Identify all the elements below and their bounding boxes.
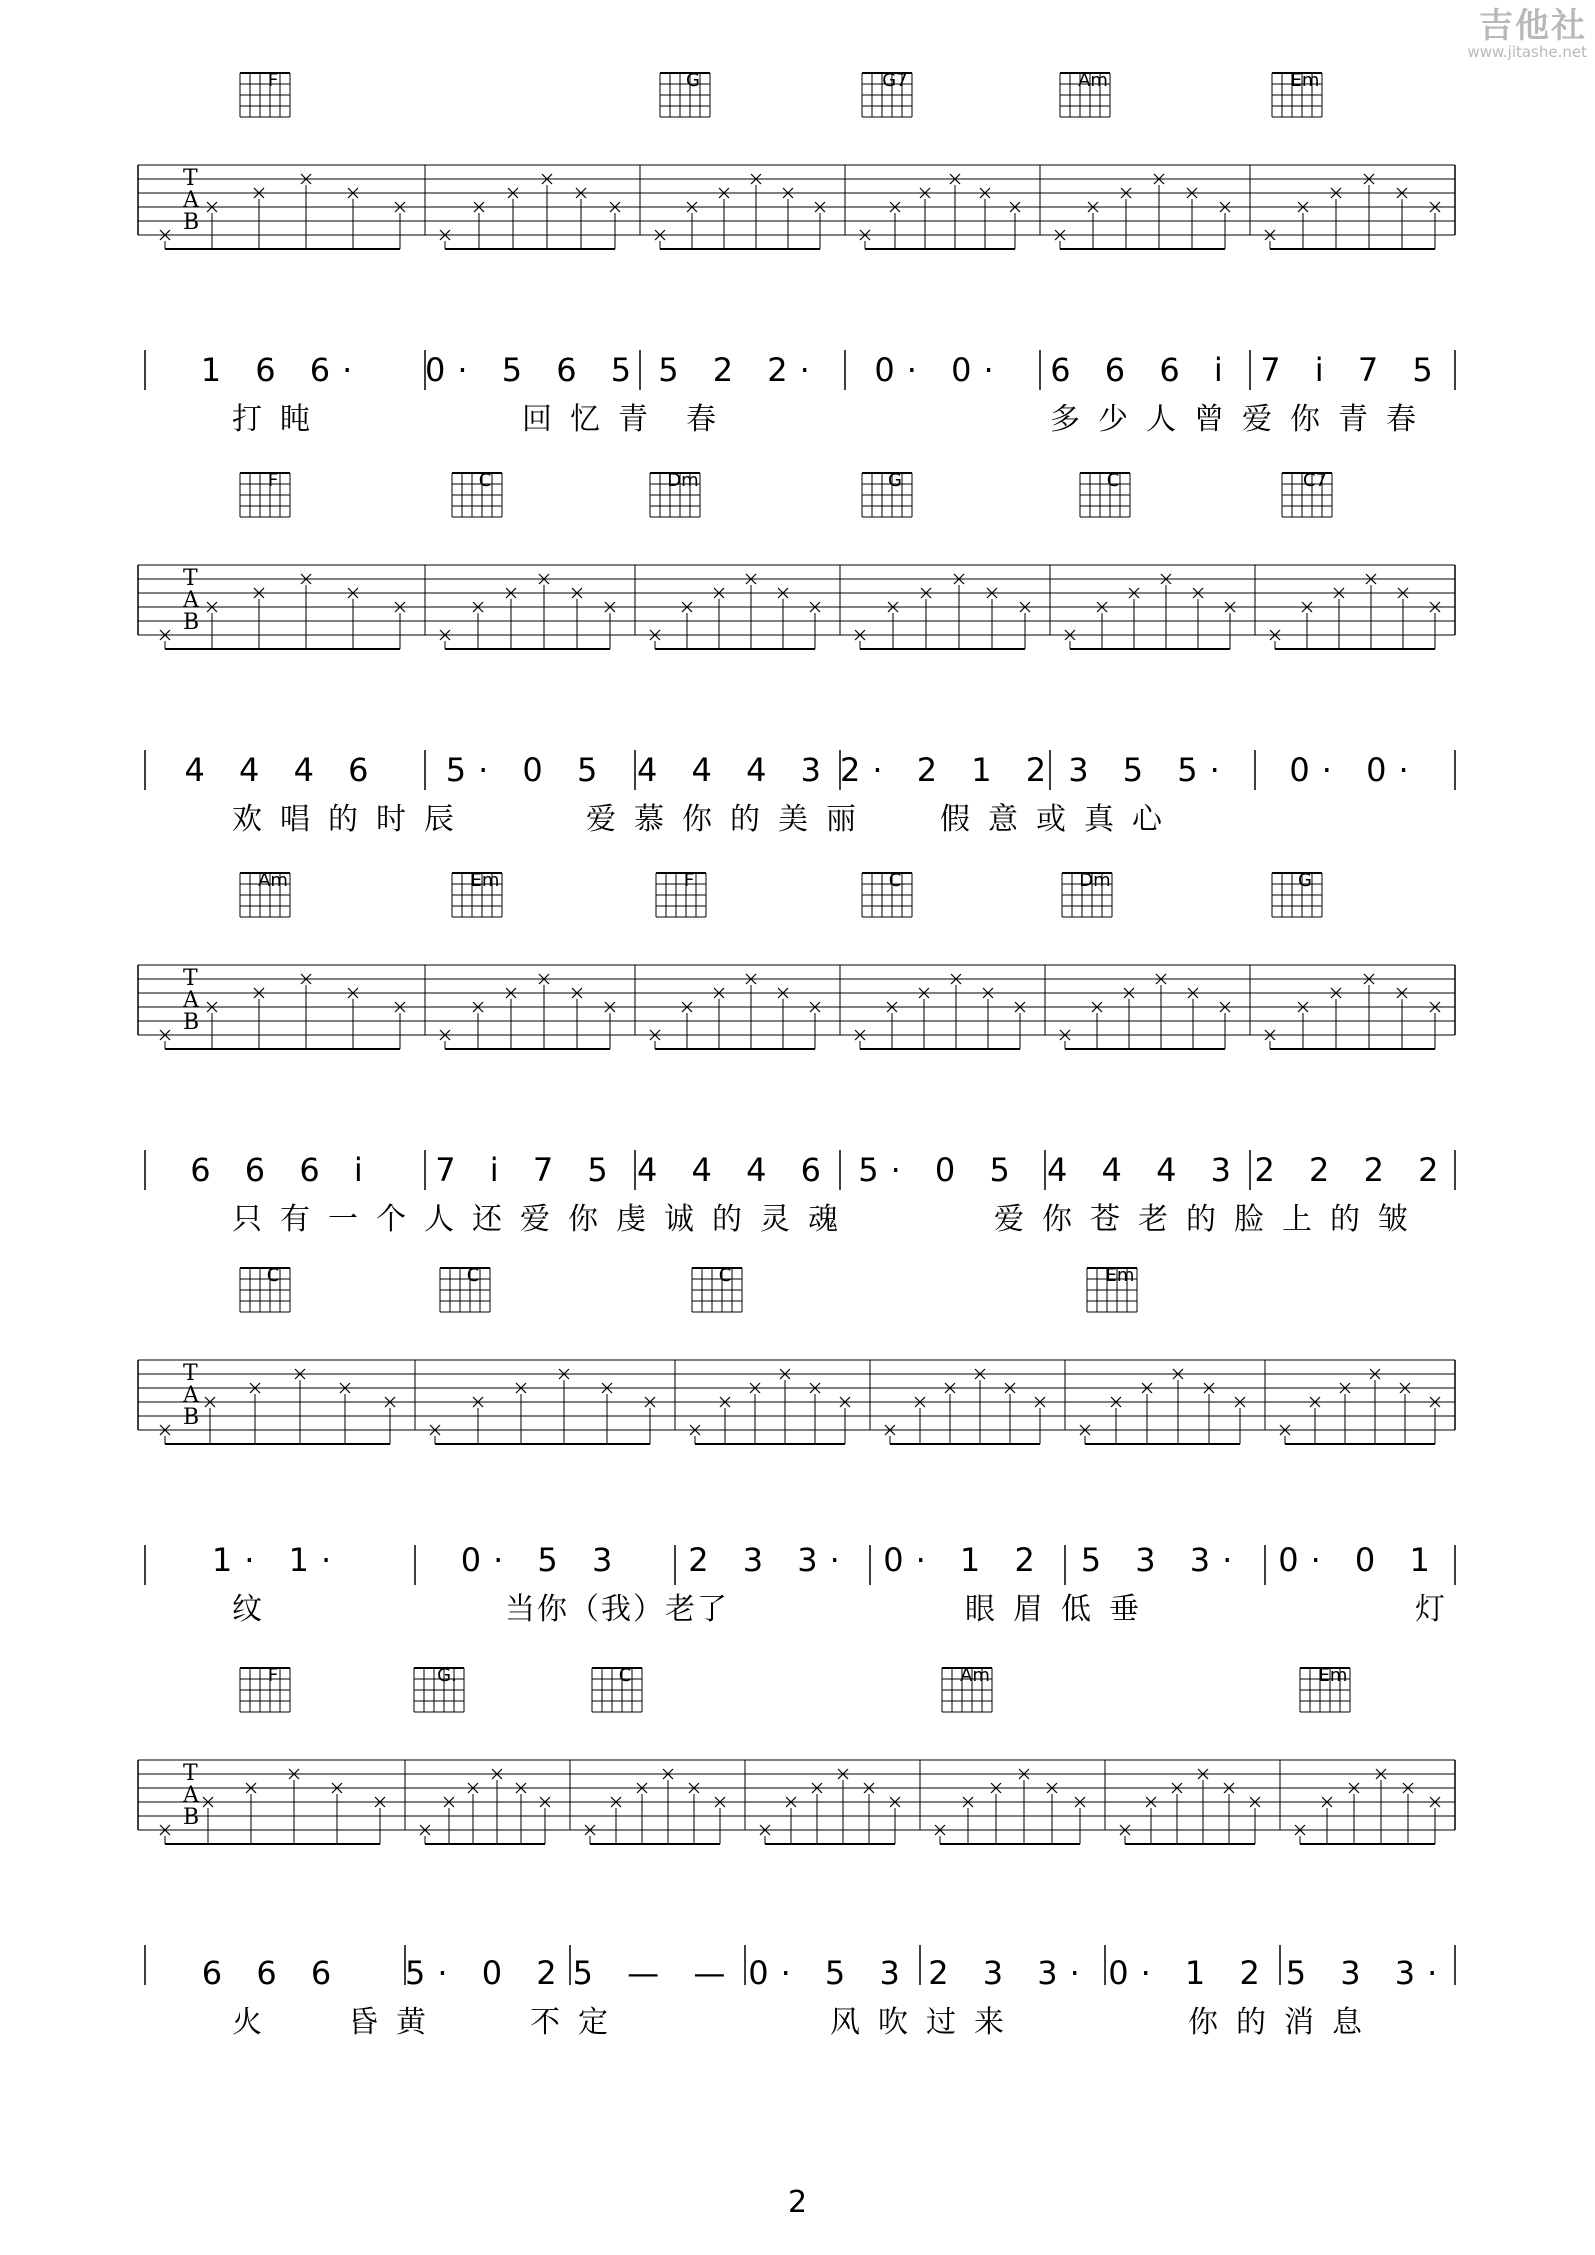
notation-bar: 0· 5 6 5	[425, 351, 644, 389]
chord-diagram: G	[860, 470, 930, 492]
notation-bar: 6 6 6	[201, 1954, 344, 1992]
chord-grid	[1298, 1665, 1352, 1713]
chord-grid	[860, 70, 914, 118]
chord-diagram: F	[654, 870, 724, 892]
chord-diagram: Dm	[1060, 870, 1130, 892]
lyric-text: 灯	[1415, 1592, 1463, 1627]
watermark-logo: 吉他社	[1479, 6, 1587, 46]
notation-bar: 5 — —	[572, 1954, 738, 1992]
chord-diagram: C	[1078, 470, 1148, 492]
chord-grid	[450, 470, 504, 518]
notation-bar: 4 4 4 6	[637, 1151, 833, 1189]
chord-diagram: F	[238, 1665, 308, 1687]
chord-grid	[1060, 870, 1114, 918]
chord-diagram: C	[450, 470, 520, 492]
lyric-text: 多少人曾爱你青春	[1050, 402, 1434, 437]
svg-text:B: B	[183, 1405, 200, 1430]
chord-grid	[860, 470, 914, 518]
notation-bar: 5· 0 5	[858, 1151, 1022, 1189]
lyric-text: 当你（我）老了	[505, 1592, 729, 1627]
svg-text:A: A	[183, 588, 199, 613]
notation-bar: 4 4 4 6	[184, 751, 381, 789]
chord-grid	[238, 1265, 292, 1313]
notation-bar: 5 3 3·	[1080, 1541, 1245, 1579]
svg-text:T: T	[183, 166, 198, 191]
notation-bar: 0· 1 2	[1108, 1954, 1272, 1992]
chord-grid	[658, 70, 712, 118]
numbered-notation	[0, 1150, 1595, 1190]
page-number: 2	[787, 2185, 808, 2220]
chord-grid	[1270, 70, 1324, 118]
chord-diagram: Em	[1085, 1265, 1155, 1287]
lyric-text: 只有一个人还爱你虔诚的灵魂	[232, 1202, 856, 1237]
score-system	[0, 470, 1595, 840]
chord-diagram: Am	[1058, 70, 1128, 92]
lyric-text: 欢唱的时辰	[232, 802, 472, 837]
chord-grid	[648, 470, 702, 518]
notation-bar: 2 2 2 2	[1254, 1151, 1451, 1189]
notation-bar: 0· 0·	[874, 351, 1006, 389]
svg-text:T: T	[183, 966, 198, 991]
notation-bar: 0· 5 3	[460, 1541, 625, 1579]
chord-grid	[1058, 70, 1112, 118]
chord-diagram: Am	[238, 870, 308, 892]
lyric-text: 眼眉低垂	[965, 1592, 1157, 1627]
chord-diagram: Am	[940, 1665, 1010, 1687]
lyric-text: 春	[686, 402, 734, 437]
chord-diagram: C	[438, 1265, 508, 1287]
notation-bar: 7 i 7 5	[435, 1151, 620, 1189]
chord-grid	[860, 870, 914, 918]
score-system	[0, 70, 1595, 440]
svg-text:B: B	[183, 1010, 200, 1035]
chord-diagram: C7	[1280, 470, 1350, 492]
lyric-text: 打盹	[232, 402, 328, 437]
chord-grid	[238, 70, 292, 118]
notation-bar: 4 4 4 3	[637, 751, 833, 789]
numbered-notation	[0, 1540, 1595, 1580]
lyric-text: 不定	[530, 2005, 626, 2040]
numbered-notation	[0, 350, 1595, 390]
svg-text:T: T	[183, 566, 198, 591]
lyric-text: 爱慕你的美丽	[586, 802, 874, 837]
lyric-text: 假意或真心	[940, 802, 1180, 837]
chord-grid	[690, 1265, 744, 1313]
svg-text:A: A	[183, 988, 199, 1013]
notation-bar: 5 2 2·	[658, 351, 822, 389]
lyrics-line	[0, 1592, 1595, 1630]
chord-diagram: G	[658, 70, 728, 92]
notation-bar: 0· 0·	[1289, 751, 1421, 789]
svg-text:T: T	[183, 1361, 198, 1386]
chord-grid	[1280, 470, 1334, 518]
chord-grid	[438, 1265, 492, 1313]
notation-bar: 5 3 3·	[1285, 1954, 1450, 1992]
notation-bar: 5· 0 5	[445, 751, 610, 789]
notation-bar: 0· 1 2	[883, 1541, 1047, 1579]
lyrics-line	[0, 1202, 1595, 1240]
chord-diagram: C	[238, 1265, 308, 1287]
chord-grid	[940, 1665, 994, 1713]
score-system	[0, 870, 1595, 1240]
svg-text:B: B	[183, 210, 200, 235]
notation-bar: 4 4 4 3	[1047, 1151, 1243, 1189]
chord-diagram: G.	[412, 1665, 482, 1687]
chord-grid	[590, 1665, 644, 1713]
lyric-text: 纹	[232, 1592, 280, 1627]
notation-bar: 5· 0 2	[405, 1954, 569, 1992]
svg-text:T: T	[183, 1761, 198, 1786]
notation-bar: 3 5 5·	[1068, 751, 1232, 789]
notation-bar: 2 3 3·	[928, 1954, 1092, 1992]
score-system	[0, 1665, 1595, 2045]
chord-grid	[238, 1665, 292, 1713]
chord-diagram: C	[690, 1265, 760, 1287]
svg-text:A: A	[183, 1783, 199, 1808]
chord-grid	[238, 870, 292, 918]
chord-diagram: Em	[1270, 70, 1340, 92]
svg-text:B: B	[183, 1805, 200, 1830]
site-watermark	[1467, 8, 1587, 60]
notation-bar: 7 i 7 5	[1260, 351, 1445, 389]
chord-diagram: G	[1270, 870, 1340, 892]
lyric-text: 你的消息	[1188, 2005, 1380, 2040]
notation-bar: 0· 0 1	[1278, 1541, 1442, 1579]
notation-bar: 1 6 6·	[200, 351, 365, 389]
lyric-text: 火	[232, 2005, 280, 2040]
lyric-text: 风吹过来	[830, 2005, 1022, 2040]
chord-grid	[238, 470, 292, 518]
numbered-notation	[0, 1953, 1595, 1993]
lyrics-line	[0, 402, 1595, 440]
chord-diagram: F	[238, 470, 308, 492]
numbered-notation	[0, 750, 1595, 790]
chord-diagram: F	[238, 70, 308, 92]
lyric-text: 昏黄	[348, 2005, 444, 2040]
watermark-url: www.jitashe.net	[1467, 43, 1587, 61]
lyric-text: 爱你苍老的脸上的皱	[994, 1202, 1426, 1237]
chord-grid	[450, 870, 504, 918]
chord-diagram: G7	[860, 70, 930, 92]
chord-grid	[1085, 1265, 1139, 1313]
lyric-text: 回忆青	[522, 402, 666, 437]
lyrics-line	[0, 802, 1595, 840]
notation-bar: 6 6 6 i	[190, 1151, 375, 1189]
chord-diagram: Dm	[648, 470, 718, 492]
chord-diagram: Em	[450, 870, 520, 892]
notation-bar: 1· 1·	[211, 1541, 344, 1579]
chord-diagram: C	[590, 1665, 660, 1687]
lyrics-line	[0, 2005, 1595, 2043]
chord-grid	[1270, 870, 1324, 918]
svg-text:B: B	[183, 610, 200, 635]
svg-text:A: A	[183, 1383, 199, 1408]
chord-diagram: Em	[1298, 1665, 1368, 1687]
notation-bar: 6 6 6 i	[1050, 351, 1235, 389]
notation-bar: 2· 2 1 2	[840, 751, 1059, 789]
svg-text:A: A	[183, 188, 199, 213]
chord-diagram: C	[860, 870, 930, 892]
notation-bar: 0· 5 3	[748, 1954, 912, 1992]
chord-grid	[412, 1665, 466, 1713]
chord-grid	[654, 870, 708, 918]
score-system	[0, 1265, 1595, 1635]
chord-grid	[1078, 470, 1132, 518]
notation-bar: 2 3 3·	[688, 1541, 852, 1579]
